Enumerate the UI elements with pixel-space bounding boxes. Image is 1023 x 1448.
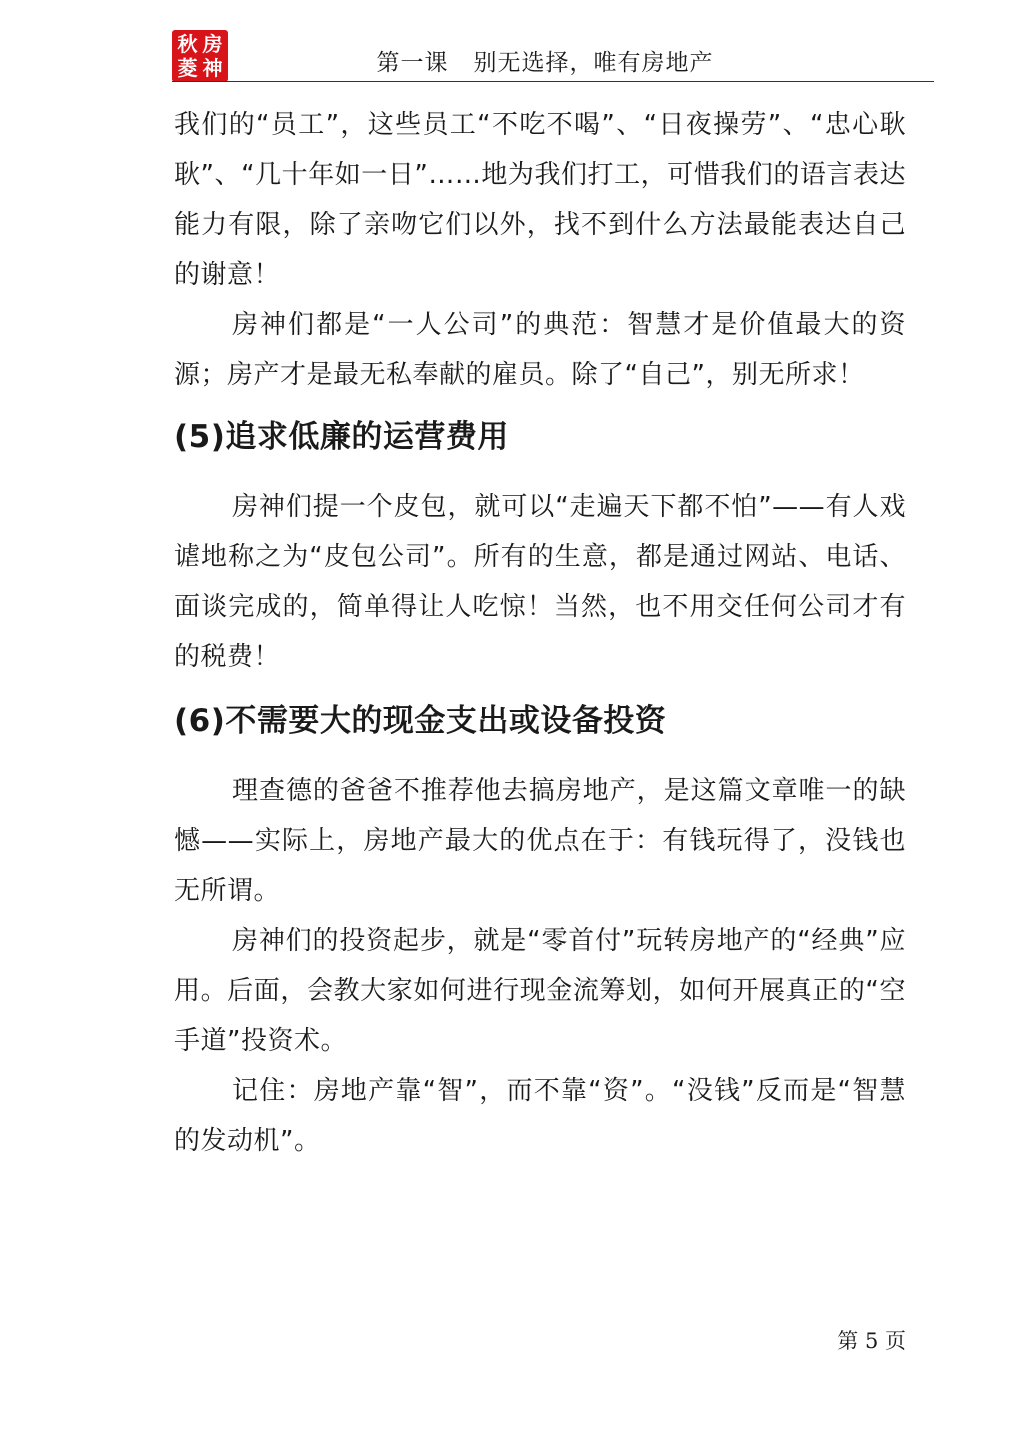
- paragraph-3: 房神们提一个皮包，就可以“走遍天下都不怕”——有人戏谑地称之为“皮包公司”。所有的生意，都是通过网站、电话、面谈完成的，简单得让人吃惊！当然，也不用交任何公司才有的税费！: [174, 492, 906, 672]
- paragraph-4: 理查德的爸爸不推荐他去搞房地产，是这篇文章唯一的缺憾——实际上，房地产最大的优点在于：有钱玩得了，没钱也无所谓。: [174, 776, 906, 906]
- logo-char-3: 菱: [177, 56, 198, 80]
- page-content: [174, 100, 906, 1166]
- page-number: 第 5 页: [837, 1329, 906, 1353]
- logo-char-1: 秋: [177, 32, 198, 56]
- logo: [172, 30, 228, 82]
- paragraph-1: 我们的“员工”，这些员工“不吃不喝”、“日夜操劳”、“忠心耿耿”、“几十年如一日”……地为我们打工，可惜我们的语言表达能力有限，除了亲吻它们以外，找不到什么方法最能表达自己的谢意！: [174, 110, 906, 290]
- header-divider: [172, 81, 934, 82]
- section-heading-5: (5)追求低廉的运营费用: [174, 419, 509, 455]
- paragraph-2: 房神们都是“一人公司”的典范：智慧才是价值最大的资源；房产才是最无私奉献的雇员。除了“自己”，别无所求！: [174, 310, 906, 390]
- section-heading-6: (6)不需要大的现金支出或设备投资: [174, 703, 667, 739]
- paragraph-5: 房神们的投资起步，就是“零首付”玩转房地产的“经典”应用。后面，会教大家如何进行现金流筹划，如何开展真正的“空手道”投资术。: [174, 926, 906, 1056]
- logo-char-2: 房: [202, 32, 223, 56]
- logo-char-4: 神: [202, 56, 223, 80]
- header-title: 第一课 别无选择，唯有房地产: [376, 50, 714, 76]
- paragraph-6: 记住：房地产靠“智”，而不靠“资”。“没钱”反而是“智慧的发动机”。: [174, 1076, 906, 1156]
